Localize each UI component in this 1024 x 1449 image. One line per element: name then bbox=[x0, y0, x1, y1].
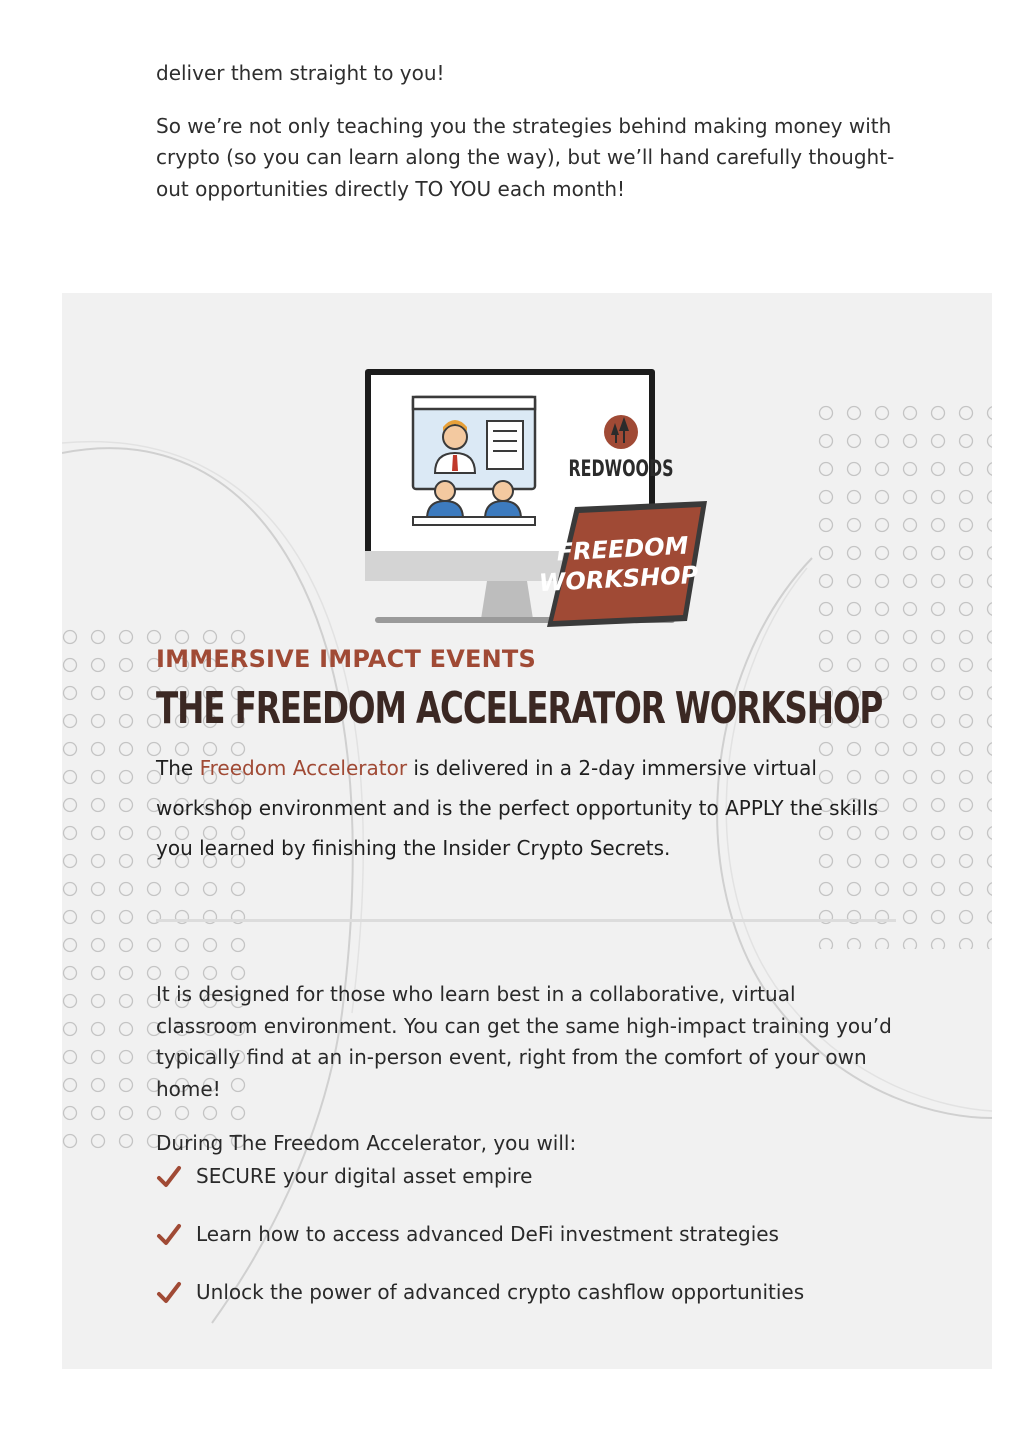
benefits-intro: During The Freedom Accelerator, you will: bbox=[156, 1131, 577, 1155]
list-item bbox=[156, 1275, 896, 1309]
brand-name: REDWOODS bbox=[568, 455, 674, 482]
intro-text bbox=[156, 58, 906, 205]
checkmark-icon bbox=[156, 1281, 182, 1305]
monitor-stand bbox=[481, 581, 533, 619]
section-title: THE FREEDOM ACCELERATOR WORKSHOP bbox=[156, 683, 883, 734]
intro-paragraph: So we’re not only teaching you the strategies behind making money with crypto (so you can learn along the way), but we’ll hand carefully thought-out opportunities directly TO YOU each month! bbox=[156, 113, 895, 201]
checkmark-icon bbox=[156, 1223, 182, 1247]
checkmark-icon bbox=[156, 1165, 182, 1189]
workshop-panel bbox=[62, 293, 992, 1369]
benefit-text: Learn how to access advanced DeFi investment strategies bbox=[196, 1222, 779, 1246]
desc-prefix: The bbox=[156, 756, 200, 780]
section-divider bbox=[156, 919, 896, 922]
tablet-line-1: FREEDOM bbox=[556, 531, 690, 567]
list-item bbox=[156, 1159, 896, 1193]
freedom-accelerator-link[interactable]: Freedom Accelerator bbox=[199, 756, 408, 780]
intro-line: deliver them straight to you! bbox=[156, 61, 445, 85]
tablet-line-2: WORKSHOP bbox=[538, 560, 699, 598]
workshop-hero-image bbox=[357, 359, 717, 629]
desc-rest: is delivered in a 2-day immersive virtual workshop environment and is the perfect opportunity to APPLY the skills you learned by finishing the Insider Crypto Secrets. bbox=[156, 756, 879, 860]
section-description bbox=[156, 748, 896, 868]
benefits-list bbox=[156, 1159, 896, 1309]
section-paragraph: It is designed for those who learn best in a collaborative, virtual classroom environment. You can get the same high-impact training you’d typically find at an in-person event, right from the comfort of your own home! bbox=[156, 982, 892, 1101]
benefit-text: SECURE your digital asset empire bbox=[196, 1164, 533, 1188]
benefit-text: Unlock the power of advanced crypto cashflow opportunities bbox=[196, 1280, 805, 1304]
section-eyebrow: IMMERSIVE IMPACT EVENTS bbox=[156, 645, 536, 673]
list-item bbox=[156, 1217, 896, 1251]
